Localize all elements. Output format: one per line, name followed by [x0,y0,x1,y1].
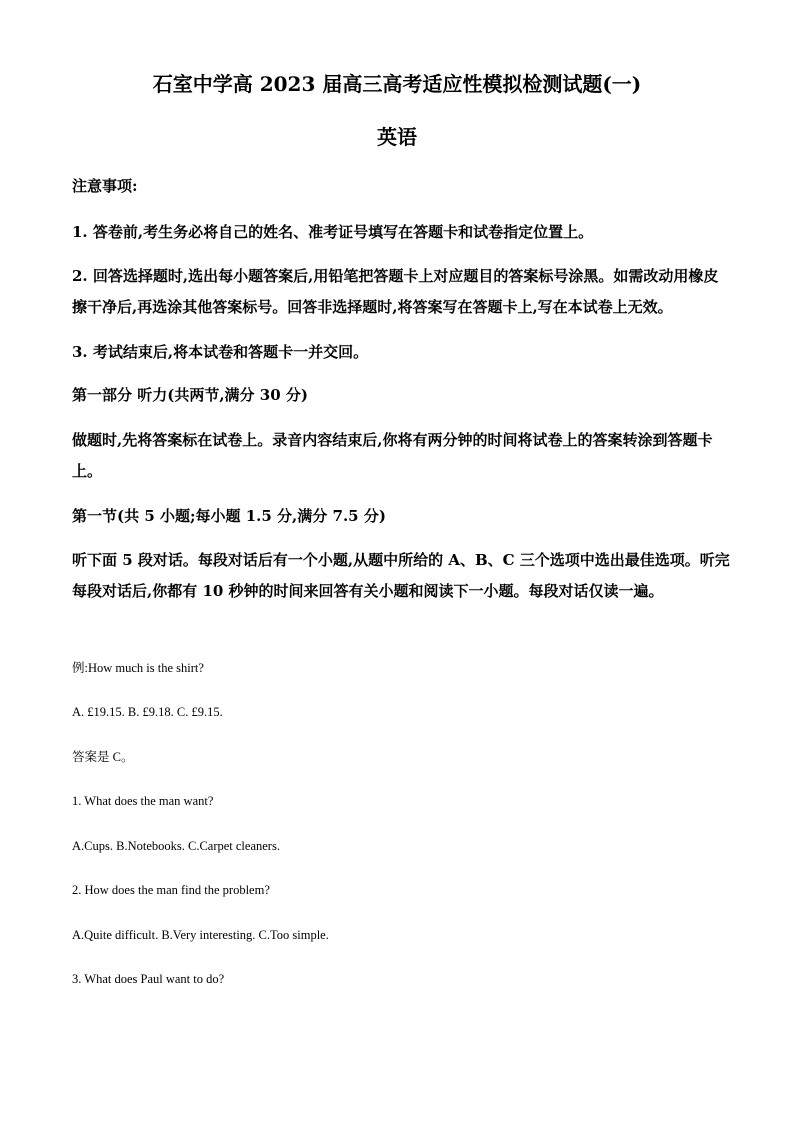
example-answer: 答案是 C。 [72,750,134,764]
example-options: A. £19.15. B. £9.18. C. £9.15. [72,705,223,719]
notice-heading: 注意事项: [72,177,138,195]
example-question: 例:How much is the shirt? [72,661,204,675]
part1-instruction: 做题时,先将答案标在试卷上。录音内容结束后,你将有两分钟的时间将试卷上的答案转涂到答题卡上。 [72,431,713,480]
question-1: 1. What does the man want? [72,794,214,808]
section1-heading: 第一节(共 5 小题;每小题 1.5 分,满分 7.5 分) [72,507,386,525]
question-1-options: A.Cups. B.Notebooks. C.Carpet cleaners. [72,839,280,853]
question-2-options: A.Quite difficult. B.Very interesting. C.Too simple. [72,928,329,942]
question-3: 3. What does Paul want to do? [72,972,225,986]
question-2: 2. How does the man find the problem? [72,883,270,897]
notice-item-1: 1. 答卷前,考生务必将自己的姓名、准考证号填写在答题卡和试卷指定位置上。 [72,223,594,241]
document-title: 石室中学高 2023 届高三高考适应性模拟检测试题(一) [152,72,642,96]
notice-item-2: 2. 回答选择题时,选出每小题答案后,用铅笔把答题卡上对应题目的答案标号涂黑。如需改动用橡皮擦干净后,再选涂其他答案标号。回答非选择题时,将答案写在答题卡上,写在本试卷上无效。 [72,267,719,316]
document-subject: 英语 [377,125,417,149]
part1-heading: 第一部分 听力(共两节,满分 30 分) [72,386,308,404]
notice-item-3: 3. 考试结束后,将本试卷和答题卡一并交回。 [72,343,369,361]
section1-instruction: 听下面 5 段对话。每段对话后有一个小题,从题中所给的 A、B、C 三个选项中选出最佳选项。听完每段对话后,你都有 10 秒钟的时间来回答有关小题和阅读下一小题。每段对话仅读一遍。 [72,551,730,600]
